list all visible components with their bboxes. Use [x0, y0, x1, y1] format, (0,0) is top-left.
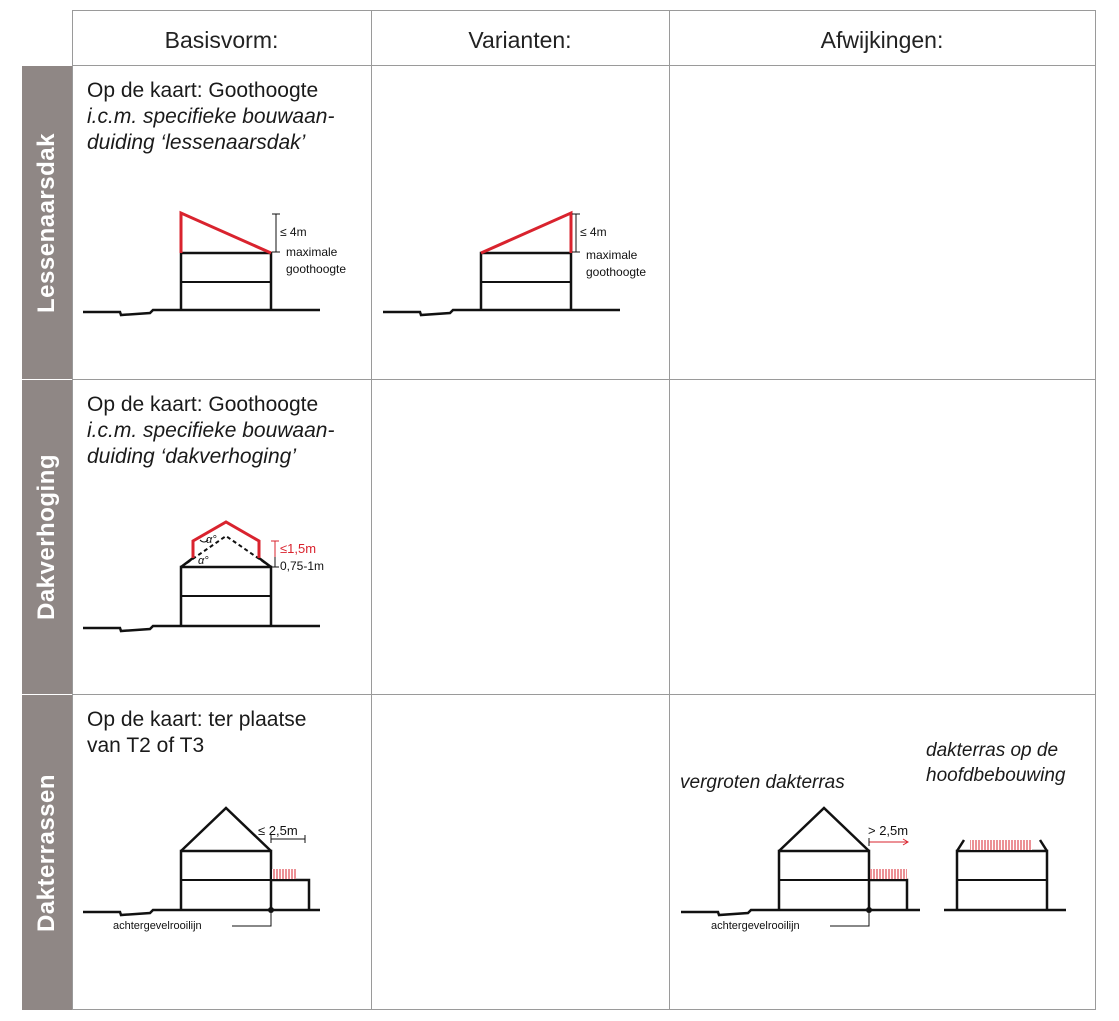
diagram-dakverhoging-basis	[83, 522, 324, 631]
ground-line	[83, 910, 320, 915]
row3-basis-line2: van T2 of T3	[87, 734, 205, 757]
row1-basis-line1: Op de kaart: Goothoogte	[87, 79, 319, 102]
column-header-afwijkingen: Afwijkingen:	[820, 27, 944, 53]
dim-label: ≤ 4m	[280, 225, 307, 239]
row1-basis-line3: duiding ‘lessenaarsdak’	[87, 131, 306, 154]
rooilijn-leader	[232, 910, 271, 926]
dim-label: ≤ 4m	[580, 225, 607, 239]
row2-basis-line2: i.c.m. specifieke bouwaan-	[87, 419, 335, 442]
diagram-dakterras-basis	[83, 808, 320, 932]
afwijking-caption-line2: hoofdbebouwing	[926, 765, 1066, 786]
diagram-vergroten-dakterras	[681, 808, 920, 932]
note-goothoogte: goothoogte	[286, 262, 347, 276]
terrace-hatch	[970, 840, 1032, 850]
rooilijn-label: achtergevelrooilijn	[113, 920, 202, 932]
column-header-basisvorm: Basisvorm:	[164, 27, 279, 53]
row2-basis-line1: Op de kaart: Goothoogte	[87, 393, 319, 416]
row1-basis-line2: i.c.m. specifieke bouwaan-	[87, 105, 335, 128]
terrace-hatch	[272, 869, 296, 879]
row-label-dakterrassen: Dakterrassen	[33, 773, 60, 932]
diagram-lessenaarsdak-variant	[383, 213, 646, 315]
row-label-lessenaarsdak: Lessenaarsdak	[33, 132, 60, 313]
terrace-hatch	[870, 869, 907, 879]
note-maximale: maximale	[286, 245, 338, 259]
roof-red	[181, 213, 271, 253]
diagram-lessenaarsdak-basis	[83, 213, 346, 315]
row3-basis-line1: Op de kaart: ter plaatse	[87, 708, 307, 731]
row2-basis-line3: duiding ‘dakverhoging’	[87, 445, 296, 468]
dim-label-red: ≤1,5m	[280, 541, 317, 556]
afwijking-caption-vergroten: vergroten dakterras	[680, 772, 845, 793]
diagram-dakterras-hoofdbebouwing	[944, 840, 1066, 910]
afwijking-caption-line1: dakterras op de	[926, 740, 1059, 761]
raised-roof-red	[193, 522, 259, 558]
ground-line	[383, 310, 620, 315]
note-goothoogte: goothoogte	[586, 265, 647, 279]
dim-label: > 2,5m	[868, 823, 909, 838]
rooilijn-label: achtergevelrooilijn	[711, 920, 800, 932]
angle-label-bottom: α°	[198, 555, 209, 567]
eave-stubs	[181, 558, 271, 567]
roof-red	[481, 213, 571, 253]
row-label-dakverhoging: Dakverhoging	[33, 453, 60, 621]
ground-line	[681, 910, 920, 915]
dim-label-black: 0,75-1m	[280, 559, 325, 573]
ground-line	[83, 626, 320, 631]
dim-label: ≤ 2,5m	[258, 823, 298, 838]
rooilijn-leader	[830, 910, 869, 926]
angle-label-top: α°	[206, 534, 217, 546]
column-header-varianten: Varianten:	[468, 27, 572, 53]
extension	[271, 880, 309, 910]
note-maximale: maximale	[586, 248, 638, 262]
extension	[869, 880, 907, 910]
pitched-roof	[779, 808, 869, 851]
ground-line	[83, 310, 320, 315]
